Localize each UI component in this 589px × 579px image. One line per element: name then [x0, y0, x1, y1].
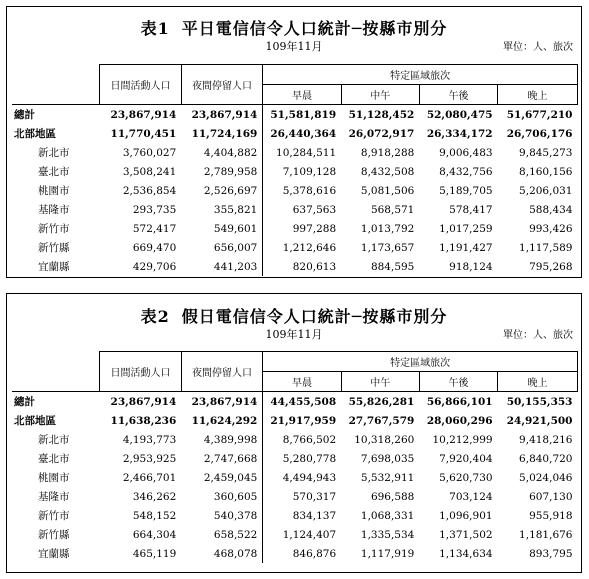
table-cell: 56,866,101	[419, 392, 497, 412]
table-cell: 21,917,959	[263, 411, 341, 430]
table-row	[12, 143, 578, 162]
unit-label: 單位：人、旅次	[503, 42, 573, 53]
table-cell: 10,284,511	[263, 143, 341, 162]
table-cell: 540,378	[213, 509, 258, 522]
table-cell: 8,766,502	[263, 430, 341, 449]
col-header-afternoon: 午後	[419, 85, 497, 105]
table-cell: 10,212,999	[432, 433, 493, 446]
table-cell: 360,605	[213, 490, 258, 503]
table-cell: 23,867,914	[181, 105, 263, 125]
row-label: 北部地區	[14, 415, 56, 427]
row-label: 總計	[12, 392, 100, 412]
table-row	[12, 105, 578, 125]
table-cell: 548,152	[132, 509, 177, 522]
table-cell: 9,006,483	[439, 146, 493, 159]
row-label: 宜蘭縣	[38, 261, 70, 273]
table-cell: 4,494,943	[263, 468, 341, 487]
table-cell: 51,128,452	[341, 105, 419, 125]
table-row	[12, 257, 578, 276]
table-subheader	[7, 38, 581, 56]
table-cell: 51,677,210	[498, 105, 578, 125]
table-cell: 918,124	[449, 260, 493, 273]
table-cell: 588,434	[529, 203, 573, 216]
table-cell: 8,918,288	[360, 146, 415, 159]
table-cell: 5,532,911	[360, 471, 415, 484]
table-cell: 1,017,259	[439, 222, 493, 235]
col-header-noon: 中午	[341, 85, 419, 105]
table-cell: 5,378,616	[263, 181, 341, 200]
table-cell: 572,417	[132, 222, 177, 235]
table-cell: 7,920,404	[439, 452, 493, 465]
table-cell: 997,288	[263, 219, 341, 238]
table-panel-weekday	[6, 6, 582, 278]
table-row	[12, 238, 578, 257]
table-cell: 9,845,273	[519, 146, 573, 159]
table-cell: 4,193,773	[122, 433, 177, 446]
table-cell: 5,189,705	[439, 184, 493, 197]
table-row	[12, 525, 578, 544]
table-cell: 9,418,216	[519, 433, 573, 446]
table-cell: 10,318,260	[354, 433, 415, 446]
table-cell: 2,953,925	[122, 452, 177, 465]
table-row	[12, 162, 578, 181]
table-row	[12, 544, 578, 563]
table-cell: 1,191,427	[439, 241, 493, 254]
table-cell: 11,770,451	[110, 127, 177, 140]
table-cell: 429,706	[132, 260, 177, 273]
table-cell: 2,747,668	[203, 452, 258, 465]
table-cell: 656,007	[213, 241, 258, 254]
table-body	[12, 392, 578, 564]
table-cell: 1,117,589	[519, 241, 573, 254]
table-title	[7, 16, 581, 38]
table-cell: 2,789,958	[203, 165, 258, 178]
table-cell: 465,119	[132, 547, 177, 560]
table-row	[12, 430, 578, 449]
table-cell: 27,767,579	[348, 414, 415, 427]
table-cell: 3,760,027	[122, 146, 177, 159]
col-header-evening: 晚上	[498, 85, 578, 105]
table-panel-holiday	[6, 293, 582, 573]
row-label: 桃園市	[38, 185, 70, 197]
table-cell: 51,581,819	[263, 105, 341, 125]
col-header-day-active: 日間活動人口	[100, 352, 181, 392]
table-title-text: 平日電信信令人口統計─按縣市別分	[181, 19, 448, 38]
table-cell: 834,137	[263, 506, 341, 525]
data-table	[12, 64, 578, 276]
table-row	[12, 219, 578, 238]
table-cell: 11,624,292	[191, 414, 258, 427]
table-cell: 44,455,508	[263, 392, 341, 412]
table-cell: 6,840,720	[519, 452, 573, 465]
table-cell: 5,280,778	[263, 449, 341, 468]
corner-cell	[12, 65, 100, 105]
table-cell: 50,155,353	[498, 392, 578, 412]
table-cell: 5,081,506	[360, 184, 415, 197]
row-label: 新竹市	[38, 510, 70, 522]
data-table	[12, 351, 578, 563]
table-cell: 637,563	[263, 200, 341, 219]
col-header-night-stay: 夜間停留人口	[181, 65, 263, 105]
col-header-day-active: 日間活動人口	[100, 65, 181, 105]
table-cell: 2,536,854	[122, 184, 177, 197]
row-label: 新北市	[38, 147, 70, 159]
table-row	[12, 124, 578, 143]
row-label: 新竹縣	[38, 242, 70, 254]
table-cell: 1,335,534	[360, 528, 415, 541]
table-cell: 7,109,128	[263, 162, 341, 181]
table-number: 表1	[140, 19, 170, 38]
table-cell: 355,821	[213, 203, 258, 216]
table-cell: 8,160,156	[519, 165, 573, 178]
col-header-noon: 中午	[341, 372, 419, 392]
table-cell: 1,371,502	[439, 528, 493, 541]
row-label: 基隆市	[38, 491, 70, 503]
table-row	[12, 181, 578, 200]
table-cell: 884,595	[370, 260, 415, 273]
table-row	[12, 506, 578, 525]
period-label: 109年11月	[265, 328, 323, 341]
table-cell: 893,795	[529, 547, 573, 560]
table-row	[12, 200, 578, 219]
table-cell: 696,588	[370, 490, 415, 503]
col-header-night-stay: 夜間停留人口	[181, 352, 263, 392]
col-header-zone-trips: 特定區域旅次	[263, 65, 578, 85]
table-cell: 5,206,031	[519, 184, 573, 197]
col-header-evening: 晚上	[498, 372, 578, 392]
table-cell: 2,466,701	[122, 471, 177, 484]
corner-cell	[12, 352, 100, 392]
table-cell: 23,867,914	[181, 392, 263, 412]
table-cell: 1,173,657	[360, 241, 415, 254]
table-cell: 52,080,475	[419, 105, 497, 125]
row-label: 北部地區	[14, 128, 56, 140]
row-label: 桃園市	[38, 472, 70, 484]
table-cell: 26,072,917	[348, 127, 415, 140]
table-cell: 578,417	[449, 203, 493, 216]
table-cell: 293,735	[132, 203, 177, 216]
table-cell: 549,601	[213, 222, 258, 235]
col-header-morning: 早晨	[263, 85, 341, 105]
table-cell: 2,459,045	[203, 471, 258, 484]
table-cell: 1,068,331	[360, 509, 415, 522]
table-subheader	[7, 326, 581, 344]
table-cell: 8,432,756	[439, 165, 493, 178]
table-cell: 658,522	[213, 528, 258, 541]
table-body	[12, 105, 578, 277]
col-header-afternoon: 午後	[419, 372, 497, 392]
table-cell: 846,876	[263, 544, 341, 563]
table-cell: 955,918	[529, 509, 573, 522]
table-cell: 1,181,676	[519, 528, 573, 541]
table-cell: 26,440,364	[263, 124, 341, 143]
row-label: 臺北市	[38, 166, 70, 178]
row-label: 臺北市	[38, 453, 70, 465]
table-cell: 26,334,172	[426, 127, 493, 140]
table-cell: 3,508,241	[122, 165, 177, 178]
row-label: 新北市	[38, 434, 70, 446]
table-cell: 1,096,901	[439, 509, 493, 522]
table-cell: 795,268	[529, 260, 573, 273]
table-cell: 4,404,882	[203, 146, 258, 159]
table-cell: 568,571	[370, 203, 415, 216]
table-cell: 23,867,914	[100, 392, 181, 412]
table-number: 表2	[140, 307, 170, 326]
table-cell: 1,212,646	[263, 238, 341, 257]
table-cell: 1,124,407	[263, 525, 341, 544]
table-cell: 1,013,792	[360, 222, 415, 235]
table-cell: 23,867,914	[100, 105, 181, 125]
table-cell: 441,203	[213, 260, 258, 273]
table-row	[12, 411, 578, 430]
table-cell: 703,124	[449, 490, 493, 503]
table-cell: 28,060,296	[426, 414, 493, 427]
table-cell: 664,304	[132, 528, 177, 541]
table-cell: 2,526,697	[203, 184, 258, 197]
row-label: 宜蘭縣	[38, 548, 70, 560]
table-cell: 993,426	[529, 222, 573, 235]
col-header-morning: 早晨	[263, 372, 341, 392]
table-cell: 8,432,508	[360, 165, 415, 178]
row-label: 新竹市	[38, 223, 70, 235]
col-header-zone-trips: 特定區域旅次	[263, 352, 578, 372]
table-cell: 11,638,236	[110, 414, 177, 427]
table-cell: 5,620,730	[439, 471, 493, 484]
table-cell: 1,117,919	[360, 547, 415, 560]
row-label: 總計	[12, 105, 100, 125]
table-cell: 570,317	[263, 487, 341, 506]
table-cell: 5,024,046	[519, 471, 573, 484]
table-cell: 607,130	[529, 490, 573, 503]
table-title	[7, 304, 581, 326]
table-cell: 346,262	[132, 490, 177, 503]
period-label: 109年11月	[265, 40, 323, 53]
table-title-text: 假日電信信令人口統計─按縣市別分	[181, 307, 448, 326]
table-cell: 1,134,634	[439, 547, 493, 560]
table-cell: 11,724,169	[191, 127, 258, 140]
table-cell: 55,826,281	[341, 392, 419, 412]
table-cell: 7,698,035	[360, 452, 415, 465]
row-label: 新竹縣	[38, 529, 70, 541]
table-cell: 820,613	[263, 257, 341, 276]
table-cell: 669,470	[132, 241, 177, 254]
table-cell: 24,921,500	[506, 414, 573, 427]
table-cell: 4,389,998	[203, 433, 258, 446]
table-cell: 468,078	[213, 547, 258, 560]
table-row	[12, 449, 578, 468]
table-row	[12, 487, 578, 506]
unit-label: 單位：人、旅次	[503, 330, 573, 341]
row-label: 基隆市	[38, 204, 70, 216]
table-row	[12, 468, 578, 487]
table-cell: 26,706,176	[506, 127, 573, 140]
table-row	[12, 392, 578, 412]
